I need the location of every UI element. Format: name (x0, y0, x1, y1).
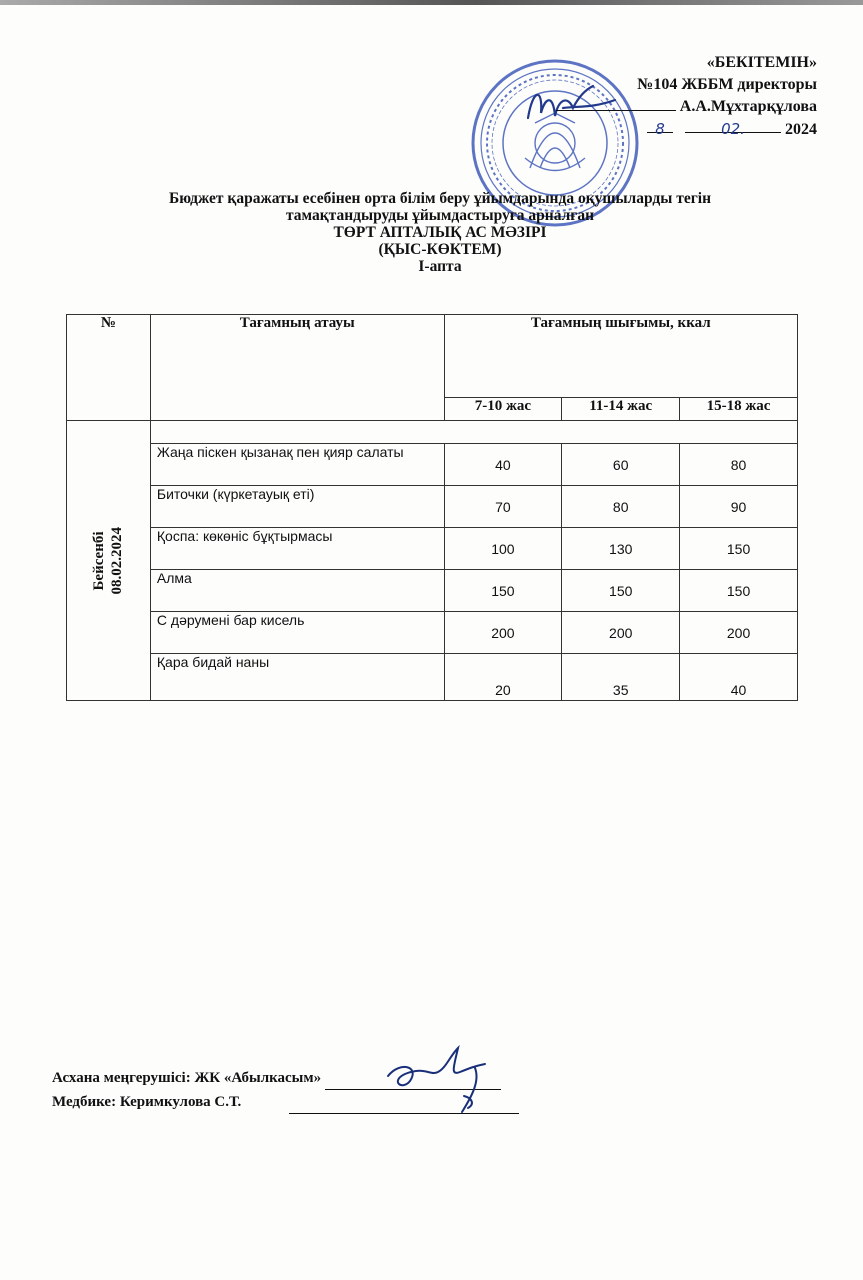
dish-name: Қоспа: көкөніс бұқтырмасы (150, 528, 444, 570)
header-number: № (67, 315, 151, 421)
approval-position: №104 ЖББМ директоры (637, 76, 817, 93)
date-month-field (685, 118, 781, 138)
date-year: 2024 (785, 121, 817, 138)
kcal-11-14: 80 (562, 486, 680, 528)
heading-line-1: Бюджет қаражаты есебінен орта білім беру ұйымдарында оқушыларды тегін (168, 190, 712, 207)
kcal-7-10: 200 (444, 612, 562, 654)
kcal-7-10: 40 (444, 444, 562, 486)
kcal-15-18: 200 (680, 612, 798, 654)
header-age-7-10: 7-10 жас (444, 398, 562, 421)
heading-line-5: I-апта (418, 258, 462, 275)
approval-director-line (556, 96, 817, 118)
dish-name: Алма (150, 570, 444, 612)
dish-name: Жаңа піскен қызанақ пен қияр салаты (150, 444, 444, 486)
kcal-15-18: 80 (680, 444, 798, 486)
kcal-7-10: 70 (444, 486, 562, 528)
kcal-11-14: 150 (562, 570, 680, 612)
blank-cell (150, 421, 797, 444)
header-age-11-14: 11-14 жас (562, 398, 680, 421)
kcal-15-18: 40 (680, 654, 798, 701)
header-yield: Тағамның шығымы, ккал (444, 315, 798, 398)
table-row (67, 486, 798, 528)
table-row (67, 444, 798, 486)
signature-line (556, 96, 676, 111)
table-row (67, 570, 798, 612)
heading-line-3: ТӨРТ АПТАЛЫҚ АС МӘЗІРІ (333, 224, 547, 241)
kcal-11-14: 60 (562, 444, 680, 486)
heading-line-2: тамақтандыруды ұйымдастыруға арналған (285, 207, 595, 224)
day-cell (67, 421, 151, 701)
director-name: А.А.Мұхтарқұлова (679, 98, 817, 115)
dish-name: Биточки (күркетауық еті) (150, 486, 444, 528)
table-row (67, 528, 798, 570)
document-heading (60, 190, 820, 275)
kcal-15-18: 150 (680, 570, 798, 612)
kcal-11-14: 130 (562, 528, 680, 570)
kcal-15-18: 90 (680, 486, 798, 528)
dish-name: С дәрумені бар кисель (150, 612, 444, 654)
date-day: 8 (655, 120, 665, 138)
table-row (67, 654, 798, 701)
table-row (67, 612, 798, 654)
approval-block (556, 52, 817, 141)
approval-date-line (556, 118, 817, 141)
table-row-blank (67, 421, 798, 444)
date-day-field (647, 118, 673, 138)
header-dish-name: Тағамның атауы (150, 315, 444, 421)
approval-title: «БЕКІТЕМІН» (706, 54, 817, 71)
kitchen-head-label: Асхана меңгерушісі: ЖК «Абылкасым» (52, 1070, 322, 1086)
kcal-7-10: 100 (444, 528, 562, 570)
table-header-row (67, 315, 798, 398)
day-date: 08.02.2024 (109, 526, 126, 595)
header-age-15-18: 15-18 жас (680, 398, 798, 421)
date-month: 02. (721, 120, 745, 138)
nurse-label: Медбике: Керимкулова С.Т. (52, 1094, 242, 1110)
kcal-11-14: 35 (562, 654, 680, 701)
kitchen-head-signature-icon (380, 1036, 520, 1120)
kcal-11-14: 200 (562, 612, 680, 654)
scan-edge (0, 0, 863, 5)
day-label (90, 527, 126, 595)
menu-table (66, 314, 798, 701)
kcal-7-10: 20 (444, 654, 562, 701)
day-name: Бейсенбі (91, 530, 108, 591)
dish-name: Қара бидай наны (150, 654, 444, 701)
kcal-15-18: 150 (680, 528, 798, 570)
heading-line-4: (ҚЫС-КӨКТЕМ) (378, 241, 502, 258)
kcal-7-10: 150 (444, 570, 562, 612)
